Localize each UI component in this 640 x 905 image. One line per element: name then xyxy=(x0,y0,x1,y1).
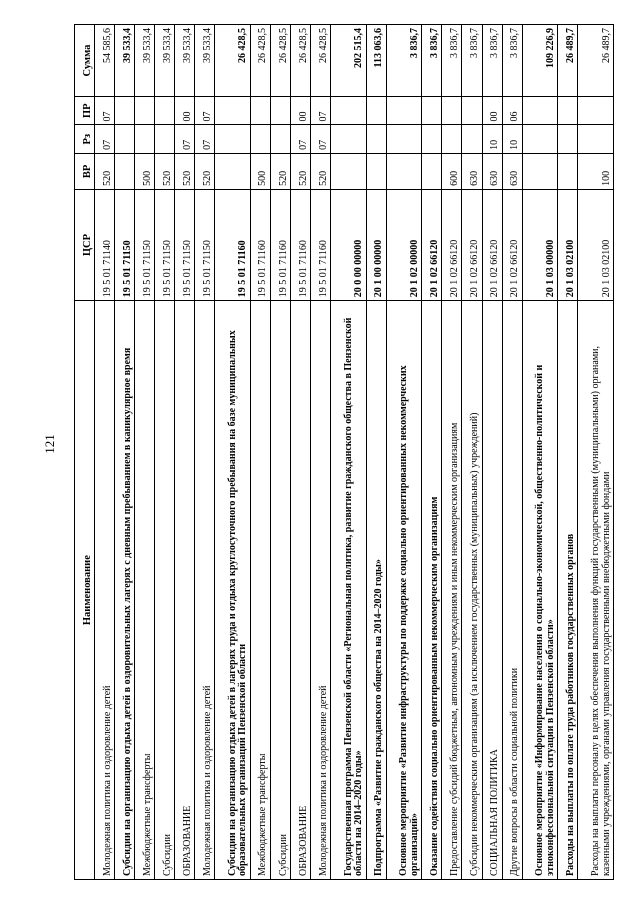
cell-vr: 500 xyxy=(250,153,270,189)
table-row xyxy=(250,25,270,880)
cell-rz: 07 xyxy=(291,125,311,153)
table-row xyxy=(522,25,558,880)
table-row xyxy=(115,25,135,880)
table-row xyxy=(215,25,251,880)
cell-sum: 26 489,7 xyxy=(578,25,614,97)
cell-pr xyxy=(115,97,135,125)
cell-pr xyxy=(422,97,442,125)
cell-csr: 20 1 03 00000 xyxy=(522,189,558,300)
cell-vr: 500 xyxy=(135,153,155,189)
cell-sum: 26 489,7 xyxy=(558,25,578,97)
cell-pr xyxy=(462,97,482,125)
cell-csr: 20 1 00 00000 xyxy=(366,189,386,300)
cell-name: Предоставление субсидий бюджетным, автономным учреждениям и иным некоммерческим организациям xyxy=(442,301,462,880)
cell-pr xyxy=(578,97,614,125)
cell-name: Молодежная политика и оздоровление детей xyxy=(95,301,115,880)
cell-pr: 07 xyxy=(95,97,115,125)
cell-csr: 20 1 02 66120 xyxy=(502,189,522,300)
cell-csr: 20 1 02 66120 xyxy=(442,189,462,300)
cell-sum: 39 533,4 xyxy=(195,25,215,97)
cell-vr xyxy=(331,153,367,189)
cell-sum: 202 515,4 xyxy=(331,25,367,97)
cell-vr: 520 xyxy=(195,153,215,189)
rotated-table-wrapper xyxy=(74,24,614,880)
cell-rz xyxy=(270,125,290,153)
cell-rz xyxy=(422,125,442,153)
cell-rz xyxy=(331,125,367,153)
table-row xyxy=(195,25,215,880)
cell-rz xyxy=(522,125,558,153)
cell-vr: 600 xyxy=(442,153,462,189)
cell-rz xyxy=(135,125,155,153)
cell-csr: 20 1 02 66120 xyxy=(482,189,502,300)
cell-vr: 100 xyxy=(578,153,614,189)
cell-pr xyxy=(135,97,155,125)
cell-pr xyxy=(331,97,367,125)
cell-csr: 19 5 01 71150 xyxy=(155,189,175,300)
cell-vr: 520 xyxy=(95,153,115,189)
cell-name: Межбюджетные трансферты xyxy=(250,301,270,880)
cell-pr xyxy=(155,97,175,125)
page-number: 121 xyxy=(42,434,57,454)
cell-csr: 19 5 01 71160 xyxy=(250,189,270,300)
table-row xyxy=(502,25,522,880)
header-pr: ПР xyxy=(75,97,95,125)
table-row xyxy=(311,25,331,880)
cell-vr xyxy=(215,153,251,189)
cell-sum: 3 836,7 xyxy=(482,25,502,97)
cell-sum: 39 533,4 xyxy=(135,25,155,97)
cell-name: СОЦИАЛЬНАЯ ПОЛИТИКА xyxy=(482,301,502,880)
cell-vr: 630 xyxy=(502,153,522,189)
table-row xyxy=(270,25,290,880)
cell-csr: 19 5 01 71160 xyxy=(311,189,331,300)
cell-rz: 10 xyxy=(482,125,502,153)
cell-name: Расходы на выплаты персоналу в целях обеспечения выполнения функций государственными (муниципальными) органами, казенными учреждениями, органами управления государственными внебюджетными фондами xyxy=(578,301,614,880)
cell-csr: 19 5 01 71160 xyxy=(215,189,251,300)
cell-pr xyxy=(558,97,578,125)
cell-rz: 07 xyxy=(311,125,331,153)
cell-sum: 3 836,7 xyxy=(462,25,482,97)
table-row xyxy=(558,25,578,880)
cell-name: Оказание содействия социально ориентированным некоммерческим организациям xyxy=(422,301,442,880)
cell-csr: 19 5 01 71160 xyxy=(291,189,311,300)
table-row xyxy=(135,25,155,880)
cell-pr: 00 xyxy=(175,97,195,125)
table-row xyxy=(155,25,175,880)
cell-sum: 54 585,6 xyxy=(95,25,115,97)
cell-pr: 00 xyxy=(291,97,311,125)
cell-vr: 520 xyxy=(311,153,331,189)
cell-pr: 06 xyxy=(502,97,522,125)
cell-vr: 520 xyxy=(270,153,290,189)
cell-rz xyxy=(115,125,135,153)
table-header-row xyxy=(75,25,95,880)
cell-rz xyxy=(215,125,251,153)
budget-table xyxy=(74,24,614,880)
cell-rz xyxy=(386,125,422,153)
cell-csr: 20 0 00 00000 xyxy=(331,189,367,300)
table-row xyxy=(291,25,311,880)
cell-csr: 19 5 01 71150 xyxy=(175,189,195,300)
cell-name: Субсидии xyxy=(270,301,290,880)
cell-csr: 19 5 01 71140 xyxy=(95,189,115,300)
cell-pr xyxy=(442,97,462,125)
cell-name: Межбюджетные трансферты xyxy=(135,301,155,880)
cell-sum: 39 533,4 xyxy=(175,25,195,97)
cell-csr: 19 5 01 71160 xyxy=(270,189,290,300)
cell-sum: 3 836,7 xyxy=(442,25,462,97)
table-row xyxy=(175,25,195,880)
cell-rz xyxy=(462,125,482,153)
cell-rz xyxy=(578,125,614,153)
cell-pr: 00 xyxy=(482,97,502,125)
cell-name: Государственная программа Пензенской области «Региональная политика, развитие гражданского общества в Пензенской области на 2014–2020 годы» xyxy=(331,301,367,880)
cell-csr: 19 5 01 71150 xyxy=(115,189,135,300)
header-name: Наименование xyxy=(75,301,95,880)
cell-sum: 26 428,5 xyxy=(270,25,290,97)
cell-pr xyxy=(366,97,386,125)
cell-name: Субсидии xyxy=(155,301,175,880)
cell-vr: 520 xyxy=(291,153,311,189)
cell-sum: 3 836,7 xyxy=(422,25,442,97)
cell-rz xyxy=(442,125,462,153)
cell-csr: 20 1 03 02100 xyxy=(578,189,614,300)
cell-name: Субсидии на организацию отдыха детей в лагерях труда и отдыха круглосуточного пребывания на базе муниципальных образовательных организаций Пензенской области xyxy=(215,301,251,880)
header-sum: Сумма xyxy=(75,25,95,97)
cell-csr: 19 5 01 71150 xyxy=(135,189,155,300)
cell-sum: 39 533,4 xyxy=(115,25,135,97)
cell-name: Субсидии некоммерческим организациям (за исключением государственных (муниципальных) учреждений) xyxy=(462,301,482,880)
cell-csr: 20 1 02 66120 xyxy=(422,189,442,300)
cell-name: ОБРАЗОВАНИЕ xyxy=(291,301,311,880)
cell-rz xyxy=(366,125,386,153)
cell-name: Другие вопросы в области социальной политики xyxy=(502,301,522,880)
cell-vr: 520 xyxy=(175,153,195,189)
table-row xyxy=(95,25,115,880)
cell-sum: 109 226,9 xyxy=(522,25,558,97)
cell-rz: 10 xyxy=(502,125,522,153)
table-row xyxy=(442,25,462,880)
cell-vr xyxy=(386,153,422,189)
cell-name: ОБРАЗОВАНИЕ xyxy=(175,301,195,880)
cell-rz xyxy=(558,125,578,153)
cell-sum: 26 428,5 xyxy=(250,25,270,97)
cell-vr: 630 xyxy=(482,153,502,189)
cell-sum: 26 428,5 xyxy=(215,25,251,97)
cell-vr xyxy=(558,153,578,189)
cell-sum: 39 533,4 xyxy=(155,25,175,97)
header-rz: Рз xyxy=(75,125,95,153)
cell-csr: 19 5 01 71150 xyxy=(195,189,215,300)
cell-name: Расходы на выплаты по оплате труда работников государственных органов xyxy=(558,301,578,880)
table-row xyxy=(386,25,422,880)
cell-name: Молодежная политика и оздоровление детей xyxy=(311,301,331,880)
cell-vr xyxy=(366,153,386,189)
cell-sum: 26 428,5 xyxy=(291,25,311,97)
cell-name: Молодежная политика и оздоровление детей xyxy=(195,301,215,880)
cell-csr: 20 1 03 02100 xyxy=(558,189,578,300)
cell-vr xyxy=(115,153,135,189)
cell-pr: 07 xyxy=(311,97,331,125)
table-row xyxy=(422,25,442,880)
cell-csr: 20 1 02 66120 xyxy=(462,189,482,300)
cell-pr: 07 xyxy=(195,97,215,125)
cell-vr: 630 xyxy=(462,153,482,189)
cell-sum: 3 836,7 xyxy=(502,25,522,97)
cell-sum: 113 063,6 xyxy=(366,25,386,97)
cell-pr xyxy=(522,97,558,125)
table-row xyxy=(331,25,367,880)
cell-sum: 3 836,7 xyxy=(386,25,422,97)
cell-csr: 20 1 02 00000 xyxy=(386,189,422,300)
cell-rz xyxy=(250,125,270,153)
cell-pr xyxy=(250,97,270,125)
cell-pr xyxy=(215,97,251,125)
cell-vr: 520 xyxy=(155,153,175,189)
table-row xyxy=(366,25,386,880)
cell-pr xyxy=(386,97,422,125)
table-row xyxy=(462,25,482,880)
cell-sum: 26 428,5 xyxy=(311,25,331,97)
table-row xyxy=(482,25,502,880)
cell-rz: 07 xyxy=(195,125,215,153)
cell-name: Подпрограмма «Развитие гражданского общества на 2014–2020 годы» xyxy=(366,301,386,880)
header-csr: ЦСР xyxy=(75,189,95,300)
cell-rz: 07 xyxy=(95,125,115,153)
header-vr: ВР xyxy=(75,153,95,189)
table-row xyxy=(578,25,614,880)
cell-name: Субсидии на организацию отдыха детей в оздоровительных лагерях с дневным пребыванием в каникулярное время xyxy=(115,301,135,880)
cell-rz xyxy=(155,125,175,153)
cell-name: Основное мероприятие «Развитие инфраструктуры по поддержке социально ориентированных некоммерческих организаций» xyxy=(386,301,422,880)
cell-rz: 07 xyxy=(175,125,195,153)
cell-vr xyxy=(522,153,558,189)
cell-vr xyxy=(422,153,442,189)
cell-name: Основное мероприятие «Информирование населения о социально-экономической, общественно-политической и этноконфессиональной ситуации в Пензенской области» xyxy=(522,301,558,880)
cell-pr xyxy=(270,97,290,125)
